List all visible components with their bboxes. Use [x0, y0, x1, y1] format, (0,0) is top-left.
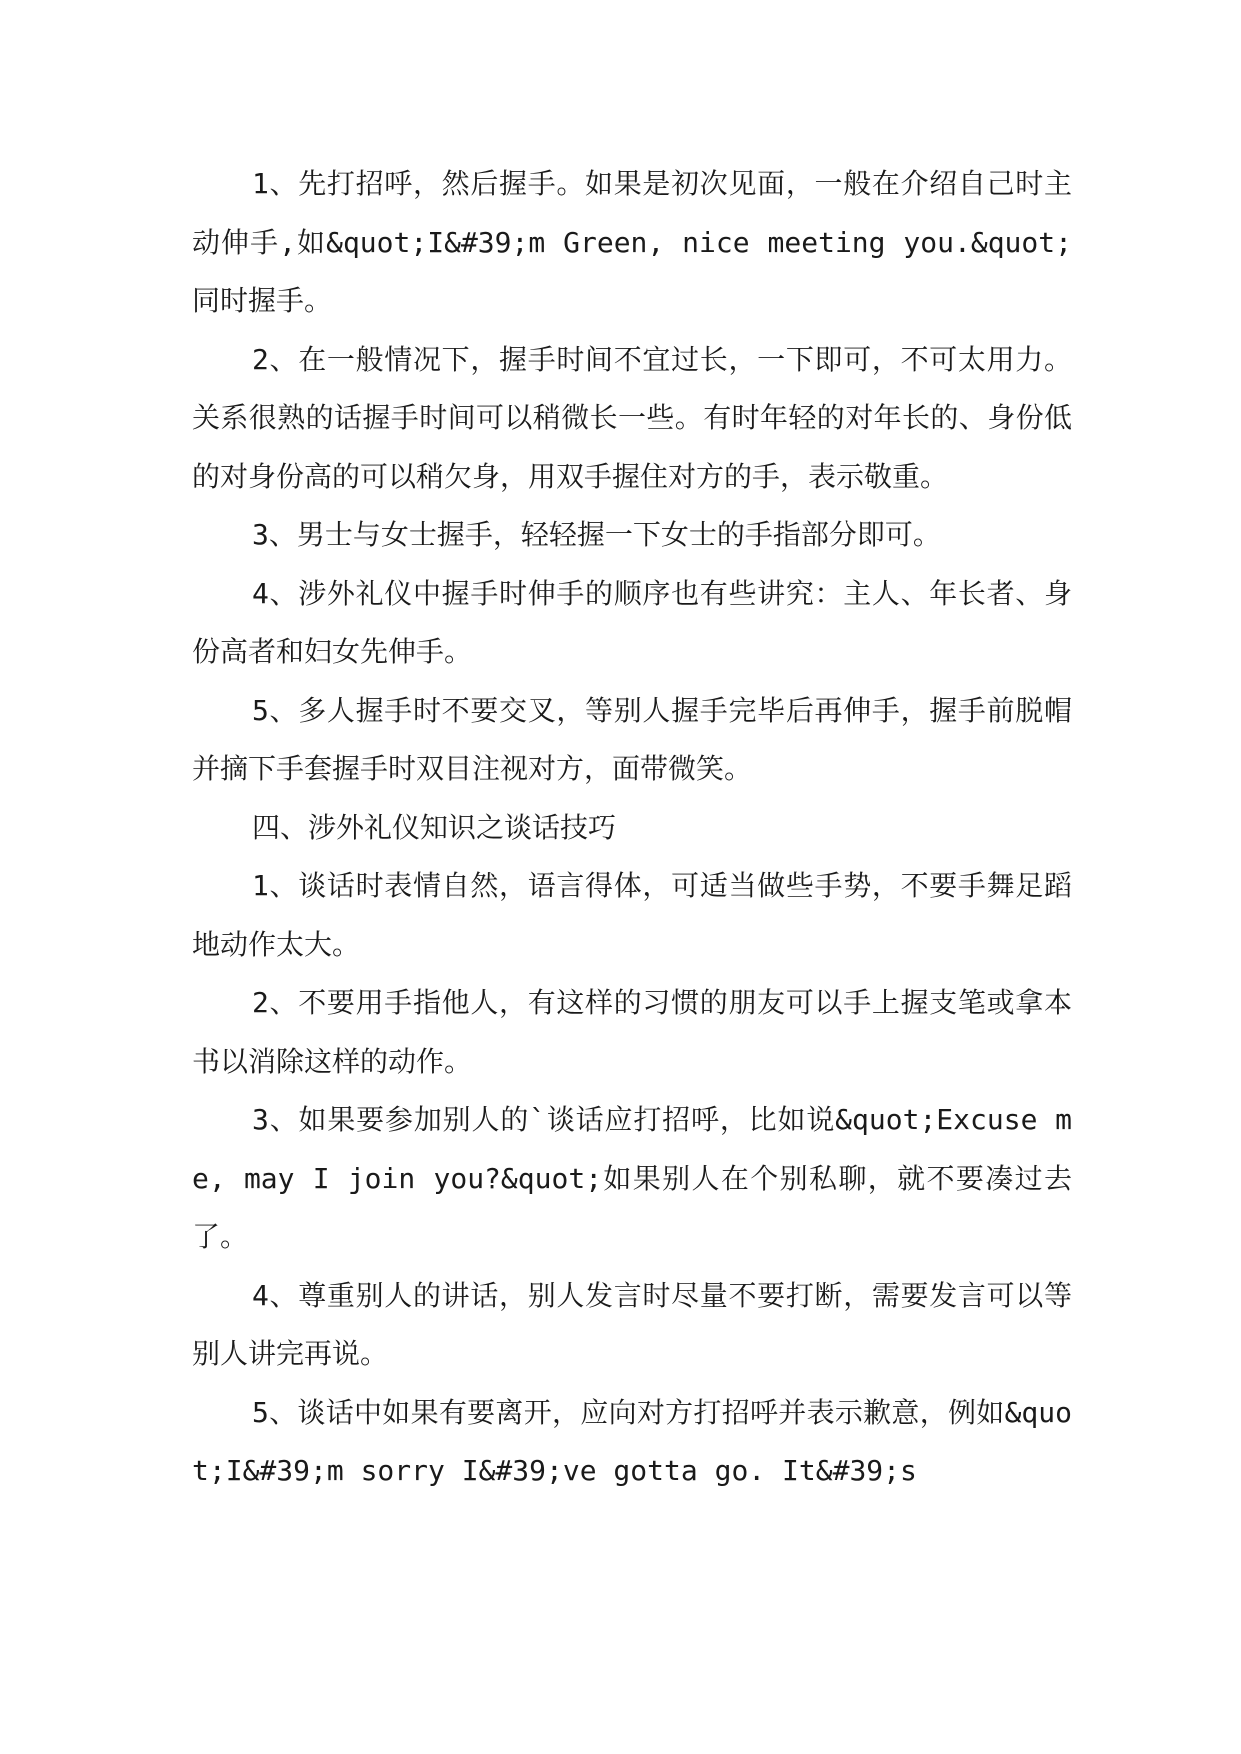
paragraph-conversation-leaving: 5、谈话中如果有要离开，应向对方打招呼并表示歉意，例如&quot;I&#39;m sorry I&#39;ve gotta go. It&#39;s: [192, 1395, 1072, 1487]
paragraph-conversation-respect: 4、尊重别人的讲话，别人发言时尽量不要打断，需要发言可以等别人讲完再说。: [192, 1278, 1072, 1370]
paragraph-handshake-order: 4、涉外礼仪中握手时伸手的顺序也有些讲究：主人、年长者、身份高者和妇女先伸手。: [192, 576, 1072, 668]
paragraph-handshake-multiple: 5、多人握手时不要交叉，等别人握手完毕后再伸手，握手前脱帽并摘下手套握手时双目注视对方，面带微笑。: [192, 693, 1072, 785]
paragraph-handshake-women: 3、男士与女士握手，轻轻握一下女士的手指部分即可。: [252, 518, 941, 551]
body-text: [192, 155, 1072, 1501]
paragraph-handshake-duration: 2、在一般情况下，握手时间不宜过长，一下即可，不可太用力。关系很熟的话握手时间可以稍微长一些。有时年轻的对年长的、身份低的对身份高的可以稍欠身，用双手握住对方的手，表示敬重。: [192, 342, 1072, 493]
paragraph-conversation-joining: 3、如果要参加别人的`谈话应打招呼，比如说&quot;Excuse me, may I join you?&quot;如果别人在个别私聊，就不要凑过去了。: [192, 1103, 1072, 1253]
paragraph-handshake-greeting: 1、先打招呼，然后握手。如果是初次见面，一般在介绍自己时主动伸手,如&quot;I&#39;m Green, nice meeting you.&quot;同时握手。: [192, 167, 1072, 317]
paragraph-conversation-pointing: 2、不要用手指他人，有这样的习惯的朋友可以手上握支笔或拿本书以消除这样的动作。: [192, 986, 1072, 1078]
section-heading-conversation: 四、涉外礼仪知识之谈话技巧: [252, 810, 617, 844]
paragraph-conversation-expression: 1、谈话时表情自然，语言得体，可适当做些手势，不要手舞足蹈地动作太大。: [192, 869, 1072, 961]
